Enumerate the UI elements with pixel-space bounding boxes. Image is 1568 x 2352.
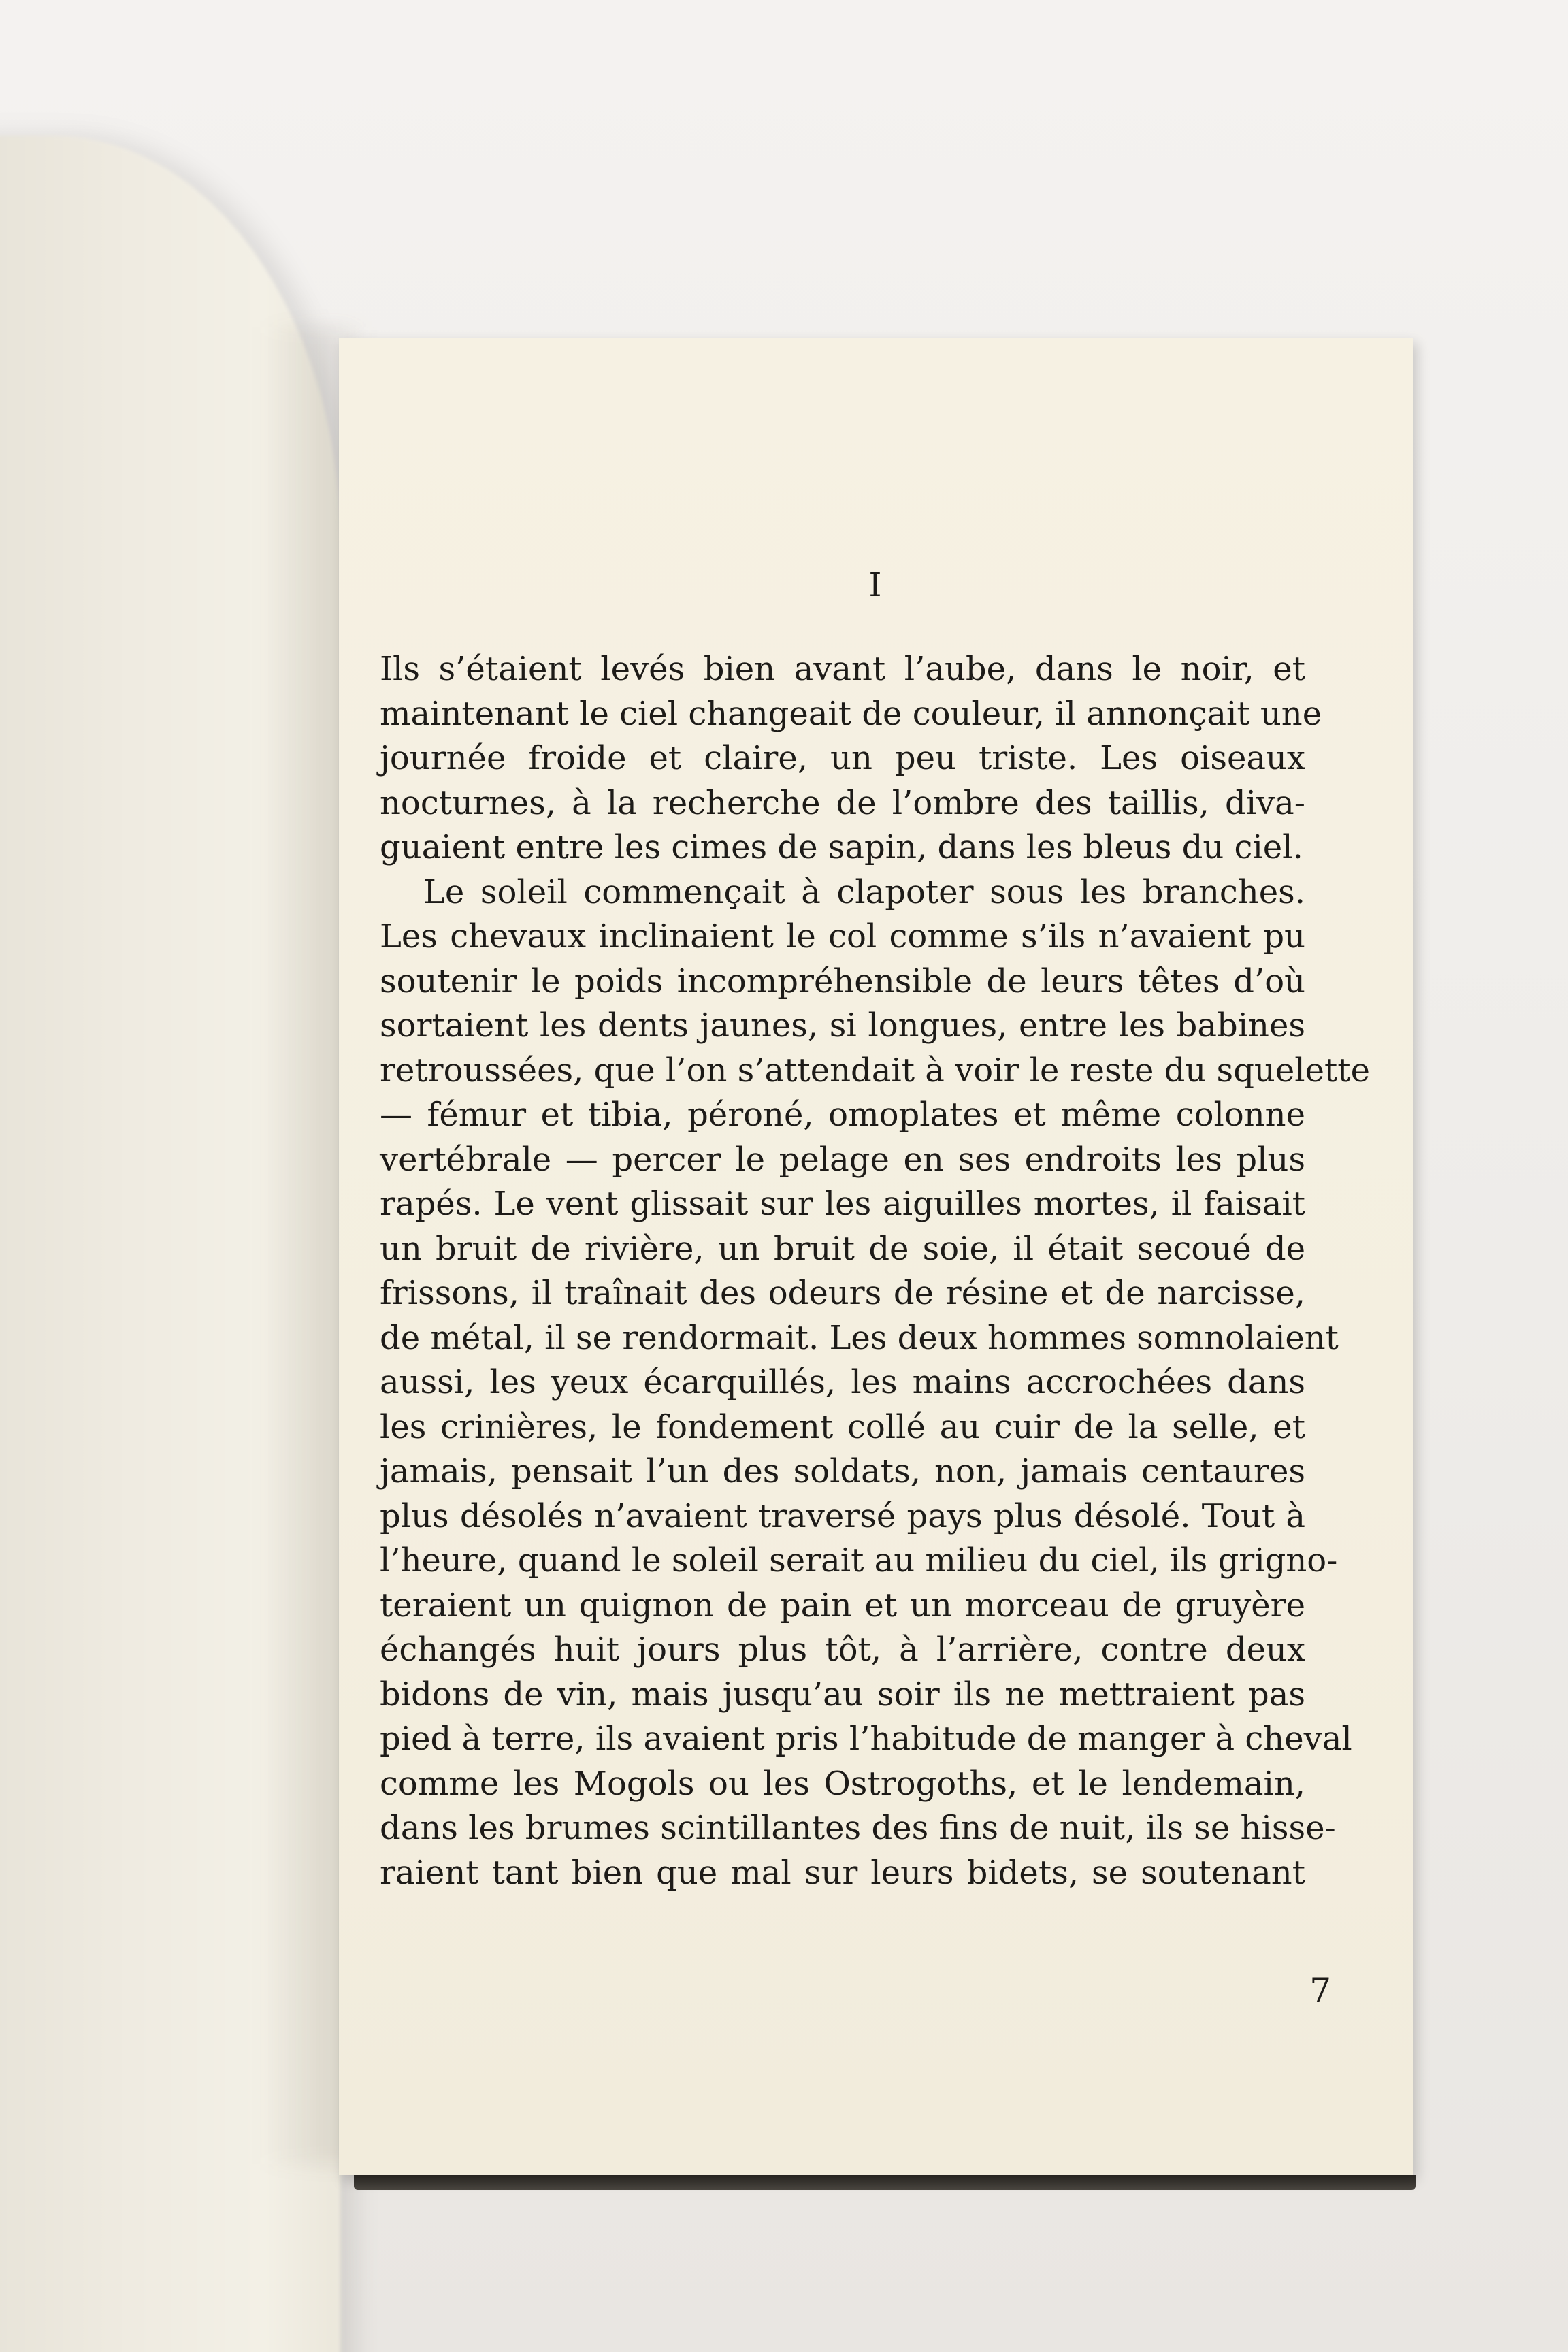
text-line: soutenir le poids incompréhensible de leurs têtes d’où (380, 962, 1305, 1000)
text-line: rapés. Le vent glissait sur les aiguilles mortes, il faisait (380, 1185, 1305, 1223)
text-line: Les chevaux inclinaient le col comme s’ils n’avaient pu (380, 917, 1305, 956)
text-line: les crinières, le fondement collé au cuir de la selle, et (380, 1407, 1305, 1446)
text-line: pied à terre, ils avaient pris l’habitude de manger à cheval (380, 1720, 1352, 1758)
text-line: teraient un quignon de pain et un morceau de gruyère (380, 1586, 1305, 1624)
text-line: sortaient les dents jaunes, si longues, entre les babines (380, 1007, 1305, 1045)
text-line: — fémur et tibia, péroné, omoplates et même colonne (380, 1096, 1305, 1134)
text-line: Ils s’étaient levés bien avant l’aube, dans le noir, et (380, 650, 1305, 688)
text-line: comme les Mogols ou les Ostrogoths, et le lendemain, (380, 1764, 1305, 1803)
text-line: maintenant le ciel changeait de couleur, il annonçait une (380, 694, 1322, 733)
page-number: 7 (1309, 1971, 1331, 2010)
text-line: bidons de vin, mais jusqu’au soir ils ne mettraient pas (380, 1675, 1305, 1714)
text-line: jamais, pensait l’un des soldats, non, jamais centaures (380, 1452, 1305, 1490)
text-line: vertébrale — percer le pelage en ses endroits les plus (380, 1140, 1305, 1179)
book-edge (354, 2175, 1416, 2190)
text-line: aussi, les yeux écarquillés, les mains accrochées dans (380, 1363, 1305, 1401)
text-line: journée froide et claire, un peu triste. Les oiseaux (380, 739, 1305, 777)
book-page (339, 338, 1413, 2175)
text-line: un bruit de rivière, un bruit de soie, il était secoué de (380, 1229, 1305, 1268)
text-line: frissons, il traînait des odeurs de résine et de narcisse, (380, 1274, 1305, 1312)
text-line: nocturnes, à la recherche de l’ombre des taillis, diva- (380, 783, 1305, 822)
text-line: raient tant bien que mal sur leurs bidets, se soutenant (380, 1853, 1305, 1892)
text-line: guaient entre les cimes de sapin, dans les bleus du ciel. (380, 828, 1303, 866)
text-line: dans les brumes scintillantes des fins de nuit, ils se hisse- (380, 1809, 1336, 1847)
text-line: l’heure, quand le soleil serait au milieu du ciel, ils grigno- (380, 1541, 1338, 1580)
text-line: échangés huit jours plus tôt, à l’arrière, contre deux (380, 1631, 1305, 1669)
text-line: plus désolés n’avaient traversé pays plus désolé. Tout à (380, 1497, 1305, 1535)
text-line: de métal, il se rendormait. Les deux hommes somnolaient (380, 1318, 1339, 1357)
body-text (380, 647, 1370, 1895)
text-line: Le soleil commençait à clapoter sous les branches. (423, 872, 1305, 911)
text-line: retroussées, que l’on s’attendait à voir le reste du squelette (380, 1051, 1370, 1090)
chapter-number: I (868, 566, 883, 604)
